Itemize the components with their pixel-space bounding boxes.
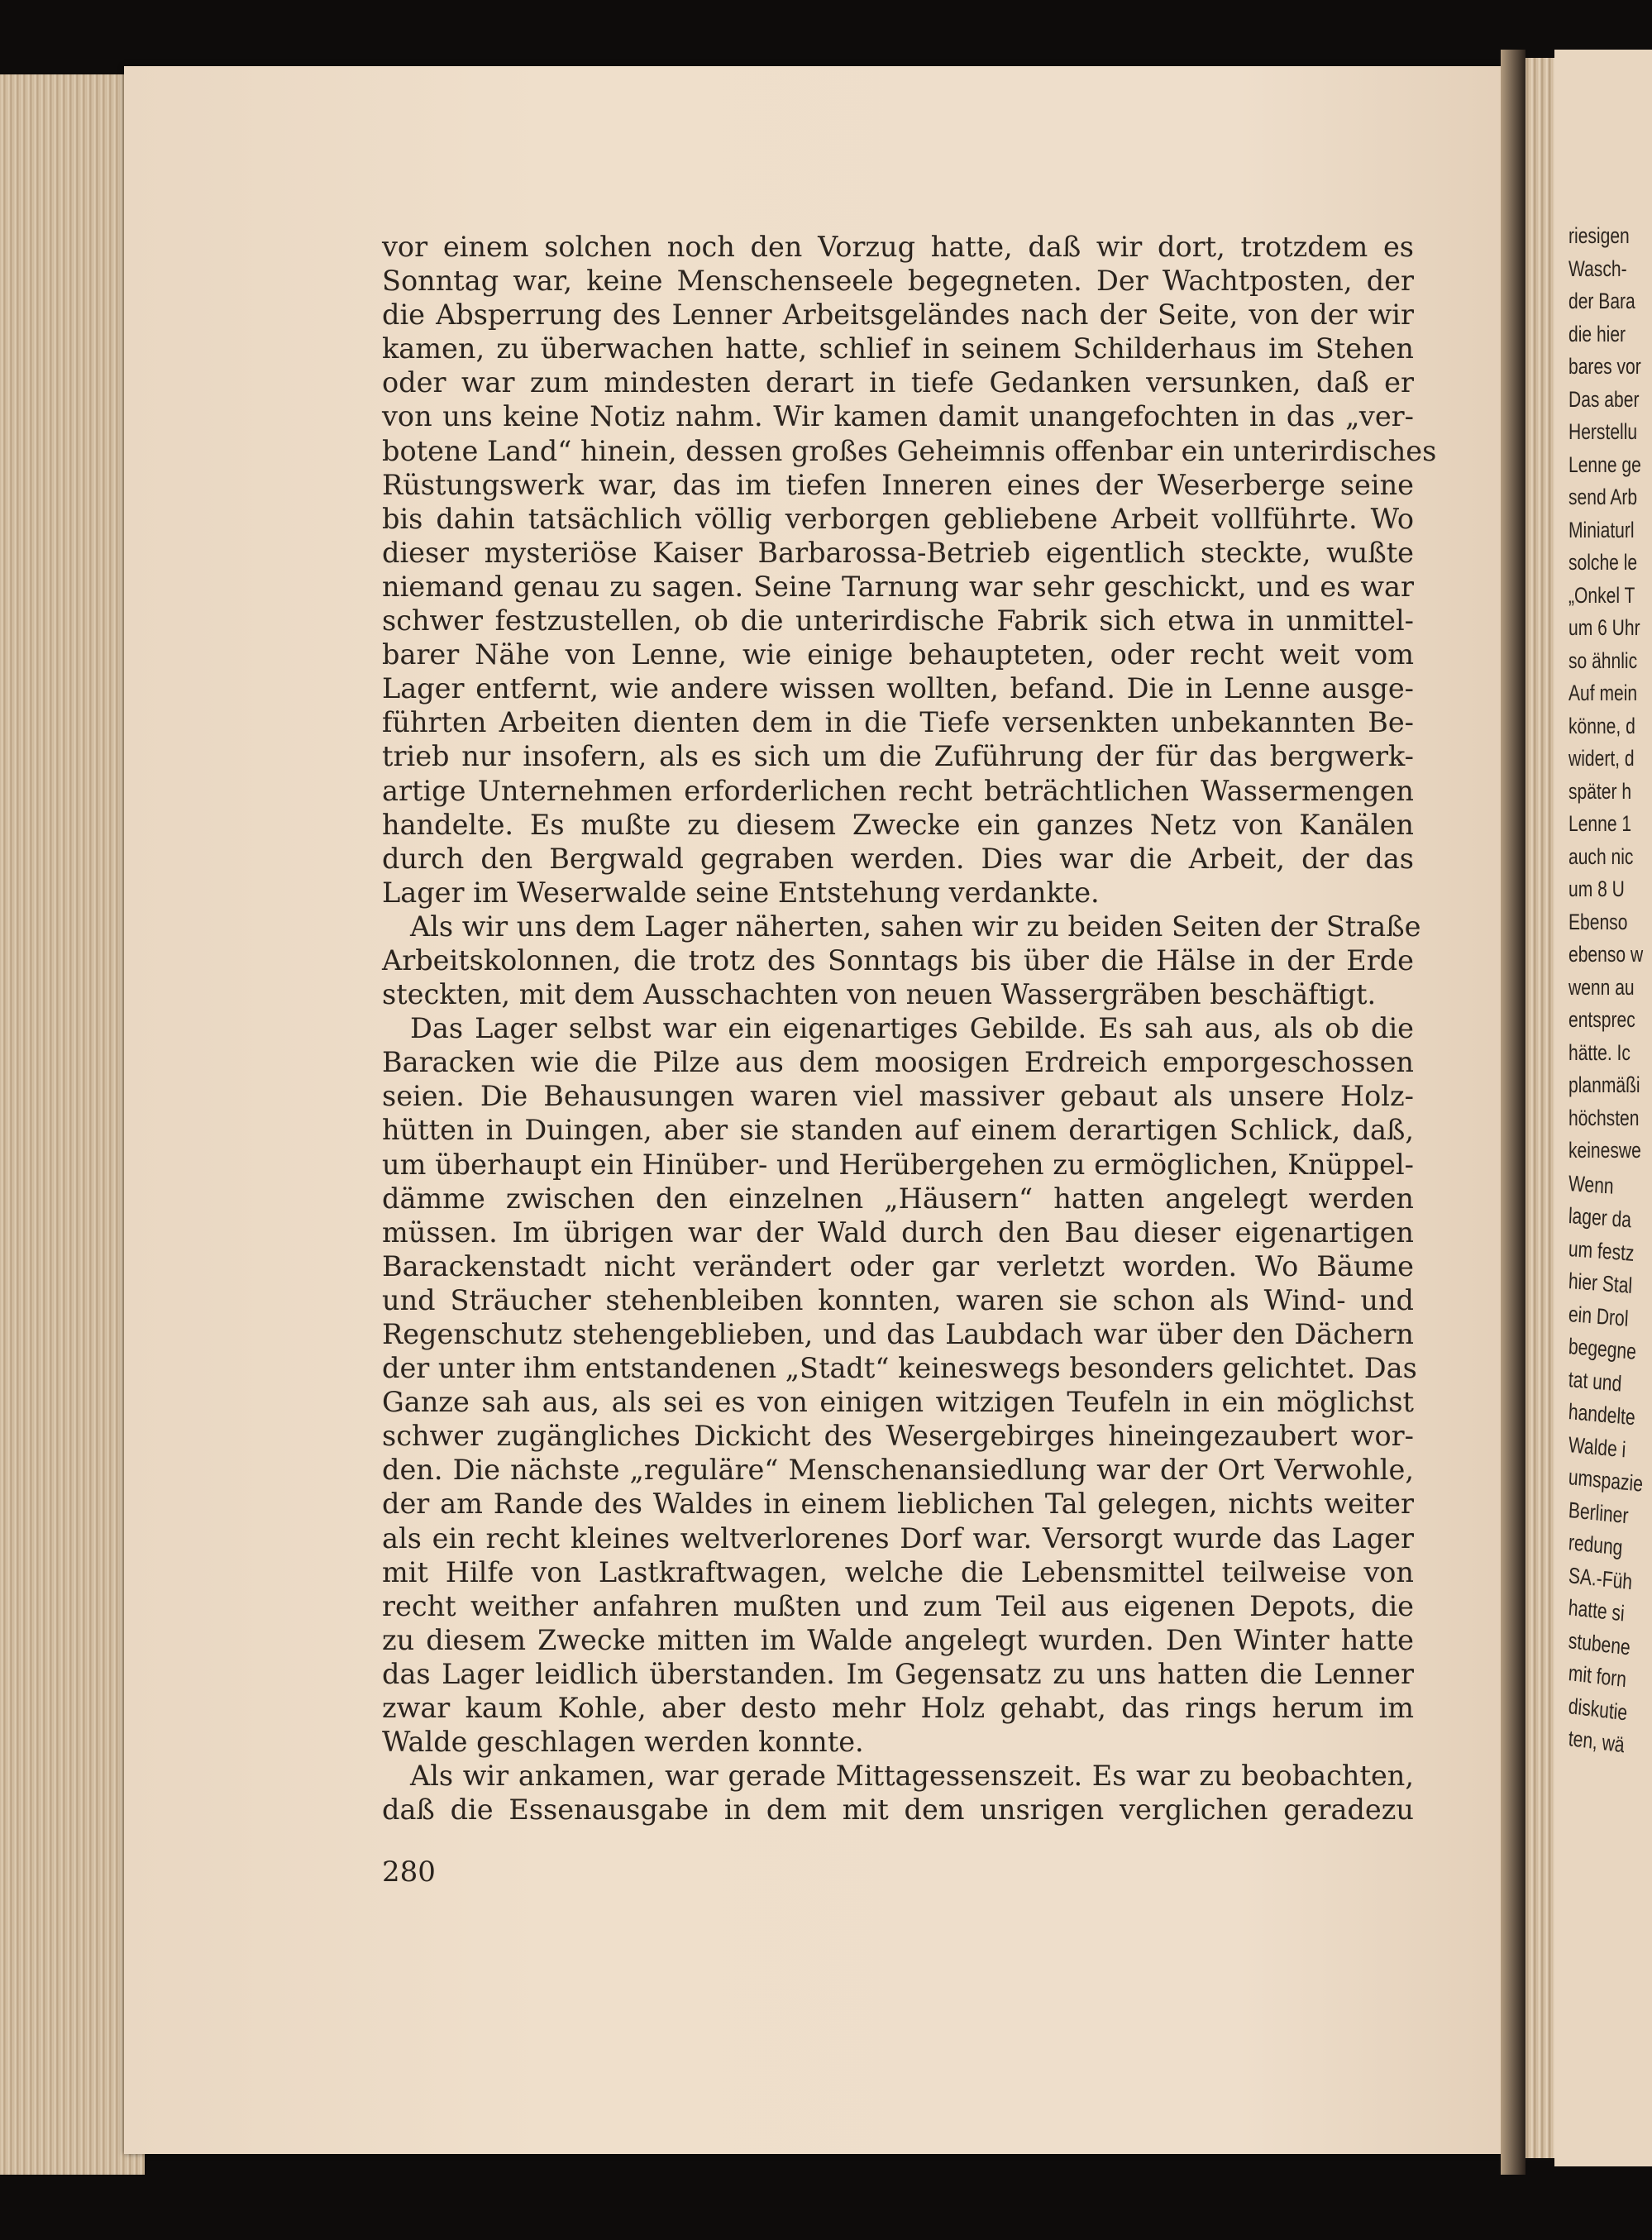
- page-stack-left: [0, 74, 145, 2175]
- right-page-line: ten, wä: [1567, 1726, 1626, 1758]
- text-line: Walde geschlagen werden konnte.: [382, 1726, 864, 1759]
- text-line: Als wir ankamen, war gerade Mittagessenszeit. Es war zu beobachten,: [410, 1760, 1414, 1793]
- text-line: mit Hilfe von Lastkraftwagen, welche die Lebensmittel teilweise von: [382, 1555, 1414, 1588]
- right-page-line: riesigen: [1568, 223, 1630, 248]
- text-line: schwer zugängliches Dickicht des Wesergebirges hineingezaubert wor-: [382, 1420, 1414, 1453]
- text-line: dieser mysteriöse Kaiser Barbarossa-Betrieb eigentlich steckte, wußte: [382, 536, 1414, 569]
- text-line: von uns keine Notiz nahm. Wir kamen damit unangefochten in das „ver-: [382, 400, 1414, 433]
- text-line: zu diesem Zwecke mitten im Walde angelegt wurden. Den Winter hatte: [382, 1623, 1414, 1656]
- right-page-line: hier Stal: [1568, 1268, 1633, 1298]
- text-line: Ganze sah aus, als sei es von einigen witzigen Teufeln in ein möglichst: [382, 1386, 1414, 1419]
- text-line: barer Nähe von Lenne, wie einige behaupteten, oder recht weit vom: [382, 638, 1414, 671]
- text-line: daß die Essenausgabe in dem mit dem unsrigen verglichen geradezu: [382, 1793, 1414, 1827]
- text-line: recht weither anfahren mußten und zum Teil aus eigenen Depots, die: [382, 1589, 1414, 1622]
- right-page-line: tat und: [1568, 1366, 1623, 1397]
- right-page-line: später h: [1568, 778, 1632, 804]
- right-page-line: redung: [1568, 1530, 1624, 1560]
- right-page-line: solche le: [1568, 550, 1638, 575]
- text-line: der am Rande des Waldes in einem lieblichen Tal gelegen, nichts weiter: [382, 1488, 1414, 1521]
- right-page-line: Wasch-: [1568, 256, 1627, 281]
- text-line: Rüstungswerk war, das im tiefen Inneren eines der Weserberge seine: [382, 468, 1414, 501]
- right-page-line: „Onkel T: [1568, 582, 1635, 608]
- text-line: Arbeitskolonnen, die trotz des Sonntags bis über die Hälse in der Erde: [382, 943, 1414, 977]
- right-page-line: Herstellu: [1568, 419, 1638, 444]
- text-line: das Lager leidlich überstanden. Im Gegensatz zu uns hatten die Lenner: [382, 1657, 1414, 1690]
- right-page-line: stubene: [1567, 1627, 1631, 1660]
- right-page-line: Wenn: [1568, 1170, 1615, 1199]
- text-line: vor einem solchen noch den Vorzug hatte, daß wir dort, trotzdem es: [382, 231, 1414, 263]
- text-line: botene Land“ hinein, dessen großes Geheimnis offenbar ein unterirdisches: [382, 434, 1437, 467]
- text-line: seien. Die Behausungen waren viel massiver gebaut als unsere Holz-: [382, 1080, 1414, 1113]
- text-line: den. Die nächste „reguläre“ Menschenansiedlung war der Ort Verwohle,: [382, 1454, 1414, 1487]
- right-page-line: die hier: [1568, 321, 1626, 346]
- right-page-line: hatte si: [1568, 1595, 1626, 1626]
- right-page-line: Das aber: [1568, 386, 1640, 412]
- text-line: Regenschutz stehengeblieben, und das Laubdach war über den Dächern: [382, 1318, 1414, 1350]
- right-page-line: Walde i: [1568, 1431, 1627, 1462]
- right-page-line: handelte: [1568, 1399, 1636, 1430]
- page-text: [382, 230, 1437, 1827]
- text-line: dämme zwischen den einzelnen „Häusern“ hatten angelegt werden: [382, 1182, 1414, 1215]
- right-page-line: bares vor: [1568, 354, 1641, 379]
- book-page-right: [1554, 50, 1652, 2166]
- text-line: schwer festzustellen, ob die unterirdische Fabrik sich etwa in unmittel-: [382, 604, 1414, 638]
- right-page-line: Miniaturl: [1568, 517, 1635, 542]
- right-page-line: Berliner: [1568, 1497, 1630, 1528]
- right-page-line: wenn au: [1568, 974, 1635, 1000]
- right-page-line: Ebenso: [1568, 909, 1628, 934]
- right-page-line: Auf mein: [1568, 681, 1638, 705]
- text-line: niemand genau zu sagen. Seine Tarnung war sehr geschickt, und es war: [382, 570, 1414, 603]
- text-line: bis dahin tatsächlich völlig verborgen gebliebene Arbeit vollführte. Wo: [382, 502, 1414, 535]
- text-line: steckten, mit dem Ausschachten von neuen Wassergräben beschäftigt.: [382, 978, 1377, 1011]
- book-gutter: [1501, 50, 1525, 2175]
- right-page-line: send Arb: [1568, 485, 1638, 509]
- text-line: Sonntag war, keine Menschenseele begegneten. Der Wachtposten, der: [382, 265, 1414, 298]
- right-page-line: ebenso w: [1568, 942, 1644, 967]
- right-page-line: begegne: [1568, 1334, 1637, 1364]
- right-page-line: planmäßi: [1568, 1072, 1640, 1097]
- text-line: müssen. Im übrigen war der Wald durch den Bau dieser eigenartigen: [382, 1216, 1414, 1249]
- text-line: artige Unternehmen erforderlichen recht beträchtlichen Wassermengen: [382, 774, 1414, 807]
- right-page-line: um festz: [1568, 1235, 1635, 1266]
- right-page-line: lager da: [1568, 1203, 1632, 1233]
- text-line: hütten in Duingen, aber sie standen auf einem derartigen Schlick, daß,: [382, 1114, 1414, 1147]
- text-line: trieb nur insofern, als es sich um die Zuführung der für das bergwerk-: [382, 740, 1414, 773]
- right-page-line: könne, d: [1568, 713, 1635, 738]
- right-page-line: SA.-Füh: [1568, 1562, 1633, 1594]
- right-page-line: um 8 U: [1568, 876, 1625, 901]
- right-page-line: der Bara: [1568, 289, 1635, 313]
- text-line: die Absperrung des Lenner Arbeitsgeländes nach der Seite, von der wir: [382, 299, 1414, 332]
- right-page-line: widert, d: [1568, 746, 1635, 771]
- text-line: durch den Bergwald gegraben werden. Dies war die Arbeit, der das: [382, 842, 1414, 875]
- text-line: um überhaupt ein Hinüber- und Herübergehen zu ermöglichen, Knüppel-: [382, 1148, 1414, 1181]
- text-line: oder war zum mindesten derart in tiefe Gedanken versunken, daß er: [382, 366, 1414, 399]
- right-page-line: höchsten: [1568, 1105, 1640, 1130]
- text-line: Barackenstadt nicht verändert oder gar verletzt worden. Wo Bäume: [382, 1249, 1414, 1282]
- text-line: Das Lager selbst war ein eigenartiges Gebilde. Es sah aus, als ob die: [410, 1012, 1414, 1045]
- text-line: als ein recht kleines weltverlorenes Dorf war. Versorgt wurde das Lager: [382, 1521, 1414, 1555]
- right-page-line: entsprec: [1568, 1007, 1635, 1032]
- right-page-line: umspazie: [1568, 1464, 1644, 1497]
- text-line: kamen, zu überwachen hatte, schlief in seinem Schilderhaus im Stehen: [382, 332, 1414, 365]
- text-line: zwar kaum Kohle, aber desto mehr Holz gehabt, das rings herum im: [382, 1692, 1414, 1725]
- right-page-line: keineswe: [1568, 1138, 1641, 1163]
- right-page-line: mit forn: [1567, 1660, 1628, 1693]
- right-page-line: um 6 Uhr: [1568, 615, 1640, 640]
- right-page-line: so ähnlic: [1568, 647, 1638, 673]
- right-page-line: hätte. Ic: [1568, 1039, 1631, 1065]
- text-line: Lager im Weserwalde seine Entstehung verdankte.: [382, 876, 1100, 909]
- text-line: handelte. Es mußte zu diesem Zwecke ein ganzes Netz von Kanälen: [382, 808, 1414, 841]
- text-line: der unter ihm entstandenen „Stadt“ keineswegs besonders gelichtet. Das: [382, 1352, 1417, 1385]
- page-number: 280: [382, 1856, 436, 1889]
- right-page-line: Lenne 1: [1568, 811, 1632, 836]
- text-line: führten Arbeiten dienten dem in die Tiefe versenkten unbekannten Be-: [382, 706, 1414, 739]
- text-line: und Sträucher stehenbleiben konnten, waren sie schon als Wind- und: [382, 1283, 1414, 1316]
- right-page-line: Lenne ge: [1568, 451, 1641, 477]
- right-page-line: diskutie: [1567, 1693, 1629, 1726]
- text-line: Lager entfernt, wie andere wissen wollten, befand. Die in Lenne ausge-: [382, 672, 1414, 705]
- right-page-line: auch nic: [1568, 843, 1634, 869]
- right-page-line: ein Drol: [1568, 1301, 1630, 1331]
- text-line: Als wir uns dem Lager näherten, sahen wir zu beiden Seiten der Straße: [410, 910, 1421, 943]
- text-line: Baracken wie die Pilze aus dem moosigen Erdreich emporgeschossen: [382, 1046, 1414, 1079]
